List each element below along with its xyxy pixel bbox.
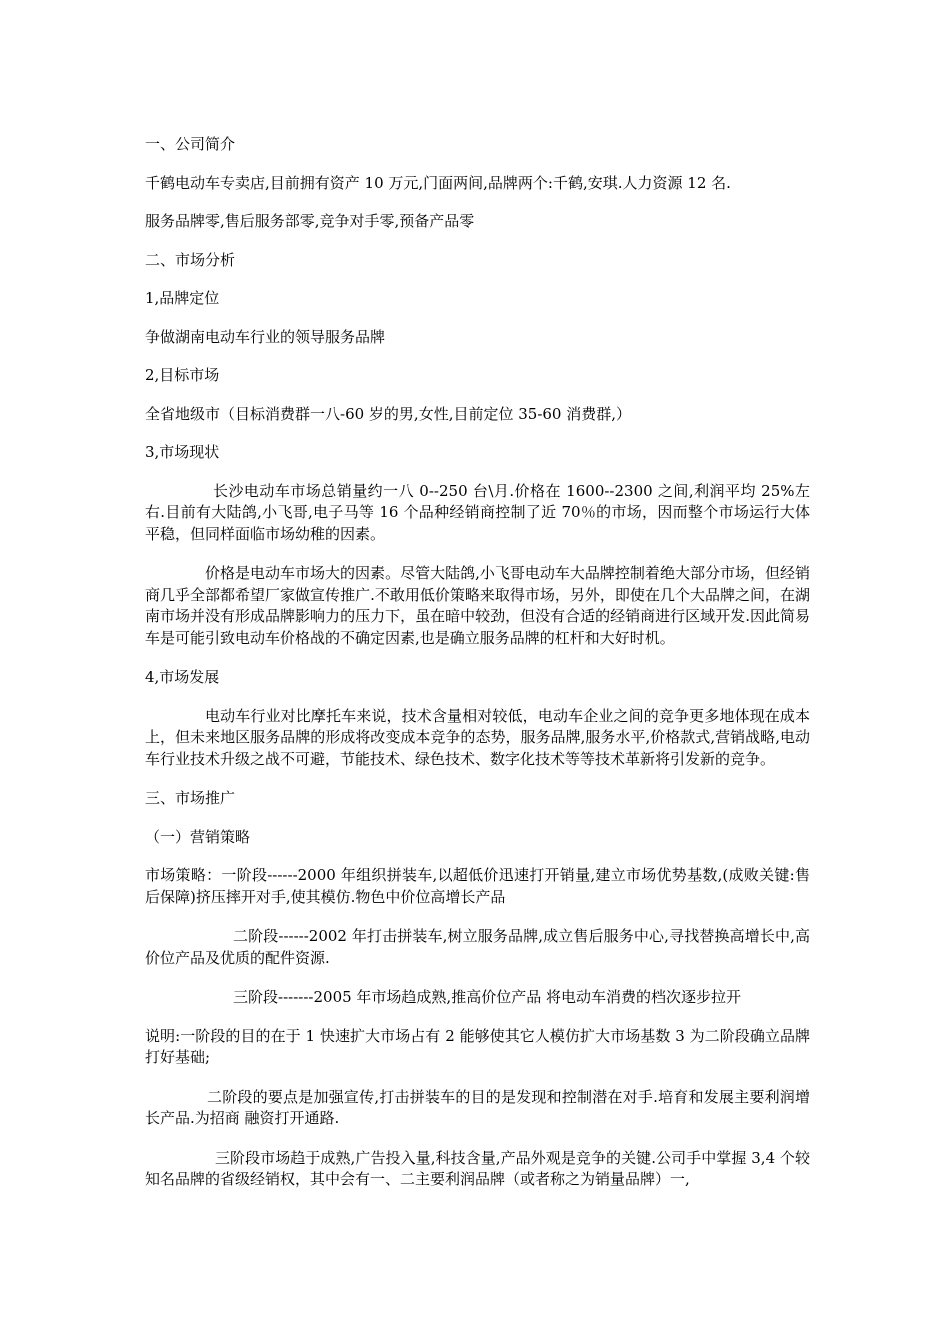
brand-positioning-paragraph: 争做湖南电动车行业的领导服务品牌 bbox=[145, 327, 386, 346]
section-heading-market-promotion: 三、市场推广 bbox=[145, 789, 236, 807]
document-body bbox=[145, 134, 810, 1209]
subheading-market-status: 3,市场现状 bbox=[145, 443, 220, 461]
explanation-phase-1-paragraph: 说明:一阶段的目的在于 1 快速扩大市场占有 2 能够使其它人模仿扩大市场基数 3 为二阶段确立品牌打好基础; bbox=[145, 1026, 810, 1066]
market-status-paragraph-2: 价格是电动车市场大的因素。尽管大陆鸽,小飞哥电动车大品牌控制着绝大部分市场，但经销商几乎全部都希望厂家做宣传推广.不敢用低价策略来取得市场，另外，即使在几个大品牌之间，在湖南市场并没有形成品牌影响力的压力下，虽在暗中较劲，但没有合适的经销商进行区域开发.因此简易车是可能引致电动车价格战的不确定因素,也是确立服务品牌的杠杆和大好时机。 bbox=[145, 564, 810, 647]
subheading-market-development: 4,市场发展 bbox=[145, 668, 220, 686]
section-heading-market-analysis: 二、市场分析 bbox=[145, 250, 236, 269]
explanation-phase-3-paragraph: 三阶段市场趋于成熟,广告投入量,科技含量,产品外观是竞争的关键.公司手中掌握 3,4 个较知名品牌的省级经销权，其中会有一、二主要利润品牌（或者称之为销量品牌）一, bbox=[145, 1148, 810, 1188]
subheading-marketing-strategy: （一）营销策略 bbox=[145, 827, 251, 846]
explanation-phase-2-paragraph: 二阶段的要点是加强宣传,打击拼装车的目的是发现和控制潜在对手.培育和发展主要利润增长产品.为招商 融资打开通路. bbox=[145, 1087, 810, 1127]
section-heading-company-intro: 一、公司简介 bbox=[145, 135, 236, 153]
strategy-phase-1-paragraph: 市场策略：一阶段------2000 年组织拼装车,以超低价迅速打开销量,建立市场优势基数,(成败关键:售后保障)挤压摔开对手,使其模仿.物色中价位高增长产品 bbox=[145, 866, 810, 906]
service-status-paragraph: 服务品牌零,售后服务部零,竞争对手零,预备产品零 bbox=[145, 212, 475, 230]
company-assets-paragraph: 千鹤电动车专卖店,目前拥有资产 10 万元,门面两间,品牌两个:千鹤,安琪.人力资源 12 名. bbox=[145, 173, 731, 192]
subheading-brand-positioning: 1,品牌定位 bbox=[145, 289, 220, 307]
strategy-phase-3-paragraph: 三阶段-------2005 年市场趋成熟,推高价位产品 将电动车消费的档次逐步拉开 bbox=[233, 988, 741, 1006]
strategy-phase-2-paragraph: 二阶段------2002 年打击拼装车,树立服务品牌,成立售后服务中心,寻找替换高增长中,高价位产品及优质的配件资源. bbox=[145, 927, 810, 967]
market-development-paragraph: 电动车行业对比摩托车来说，技术含量相对较低，电动车企业之间的竞争更多地体现在成本上，但未来地区服务品牌的形成将改变成本竞争的态势，服务品牌,服务水平,价格款式,营销战略,电动车行业技术升级之战不可避，节能技术、绿色技术、数字化技术等等技术革新将引发新的竞争。 bbox=[145, 706, 810, 768]
subheading-target-market: 2,目标市场 bbox=[145, 366, 220, 384]
target-market-paragraph: 全省地级市（目标消费群一八-60 岁的男,女性,目前定位 35-60 消费群,） bbox=[145, 404, 632, 423]
market-status-paragraph-1: 长沙电动车市场总销量约一八 0--250 台\月.价格在 1600--2300 之间,利润平均 25%左右.目前有大陆鸽,小飞哥,电子马等 16 个品种经销商控制了近 70％的市场，因而整个市场运行大体平稳，但同样面临市场幼稚的因素。 bbox=[145, 481, 810, 543]
